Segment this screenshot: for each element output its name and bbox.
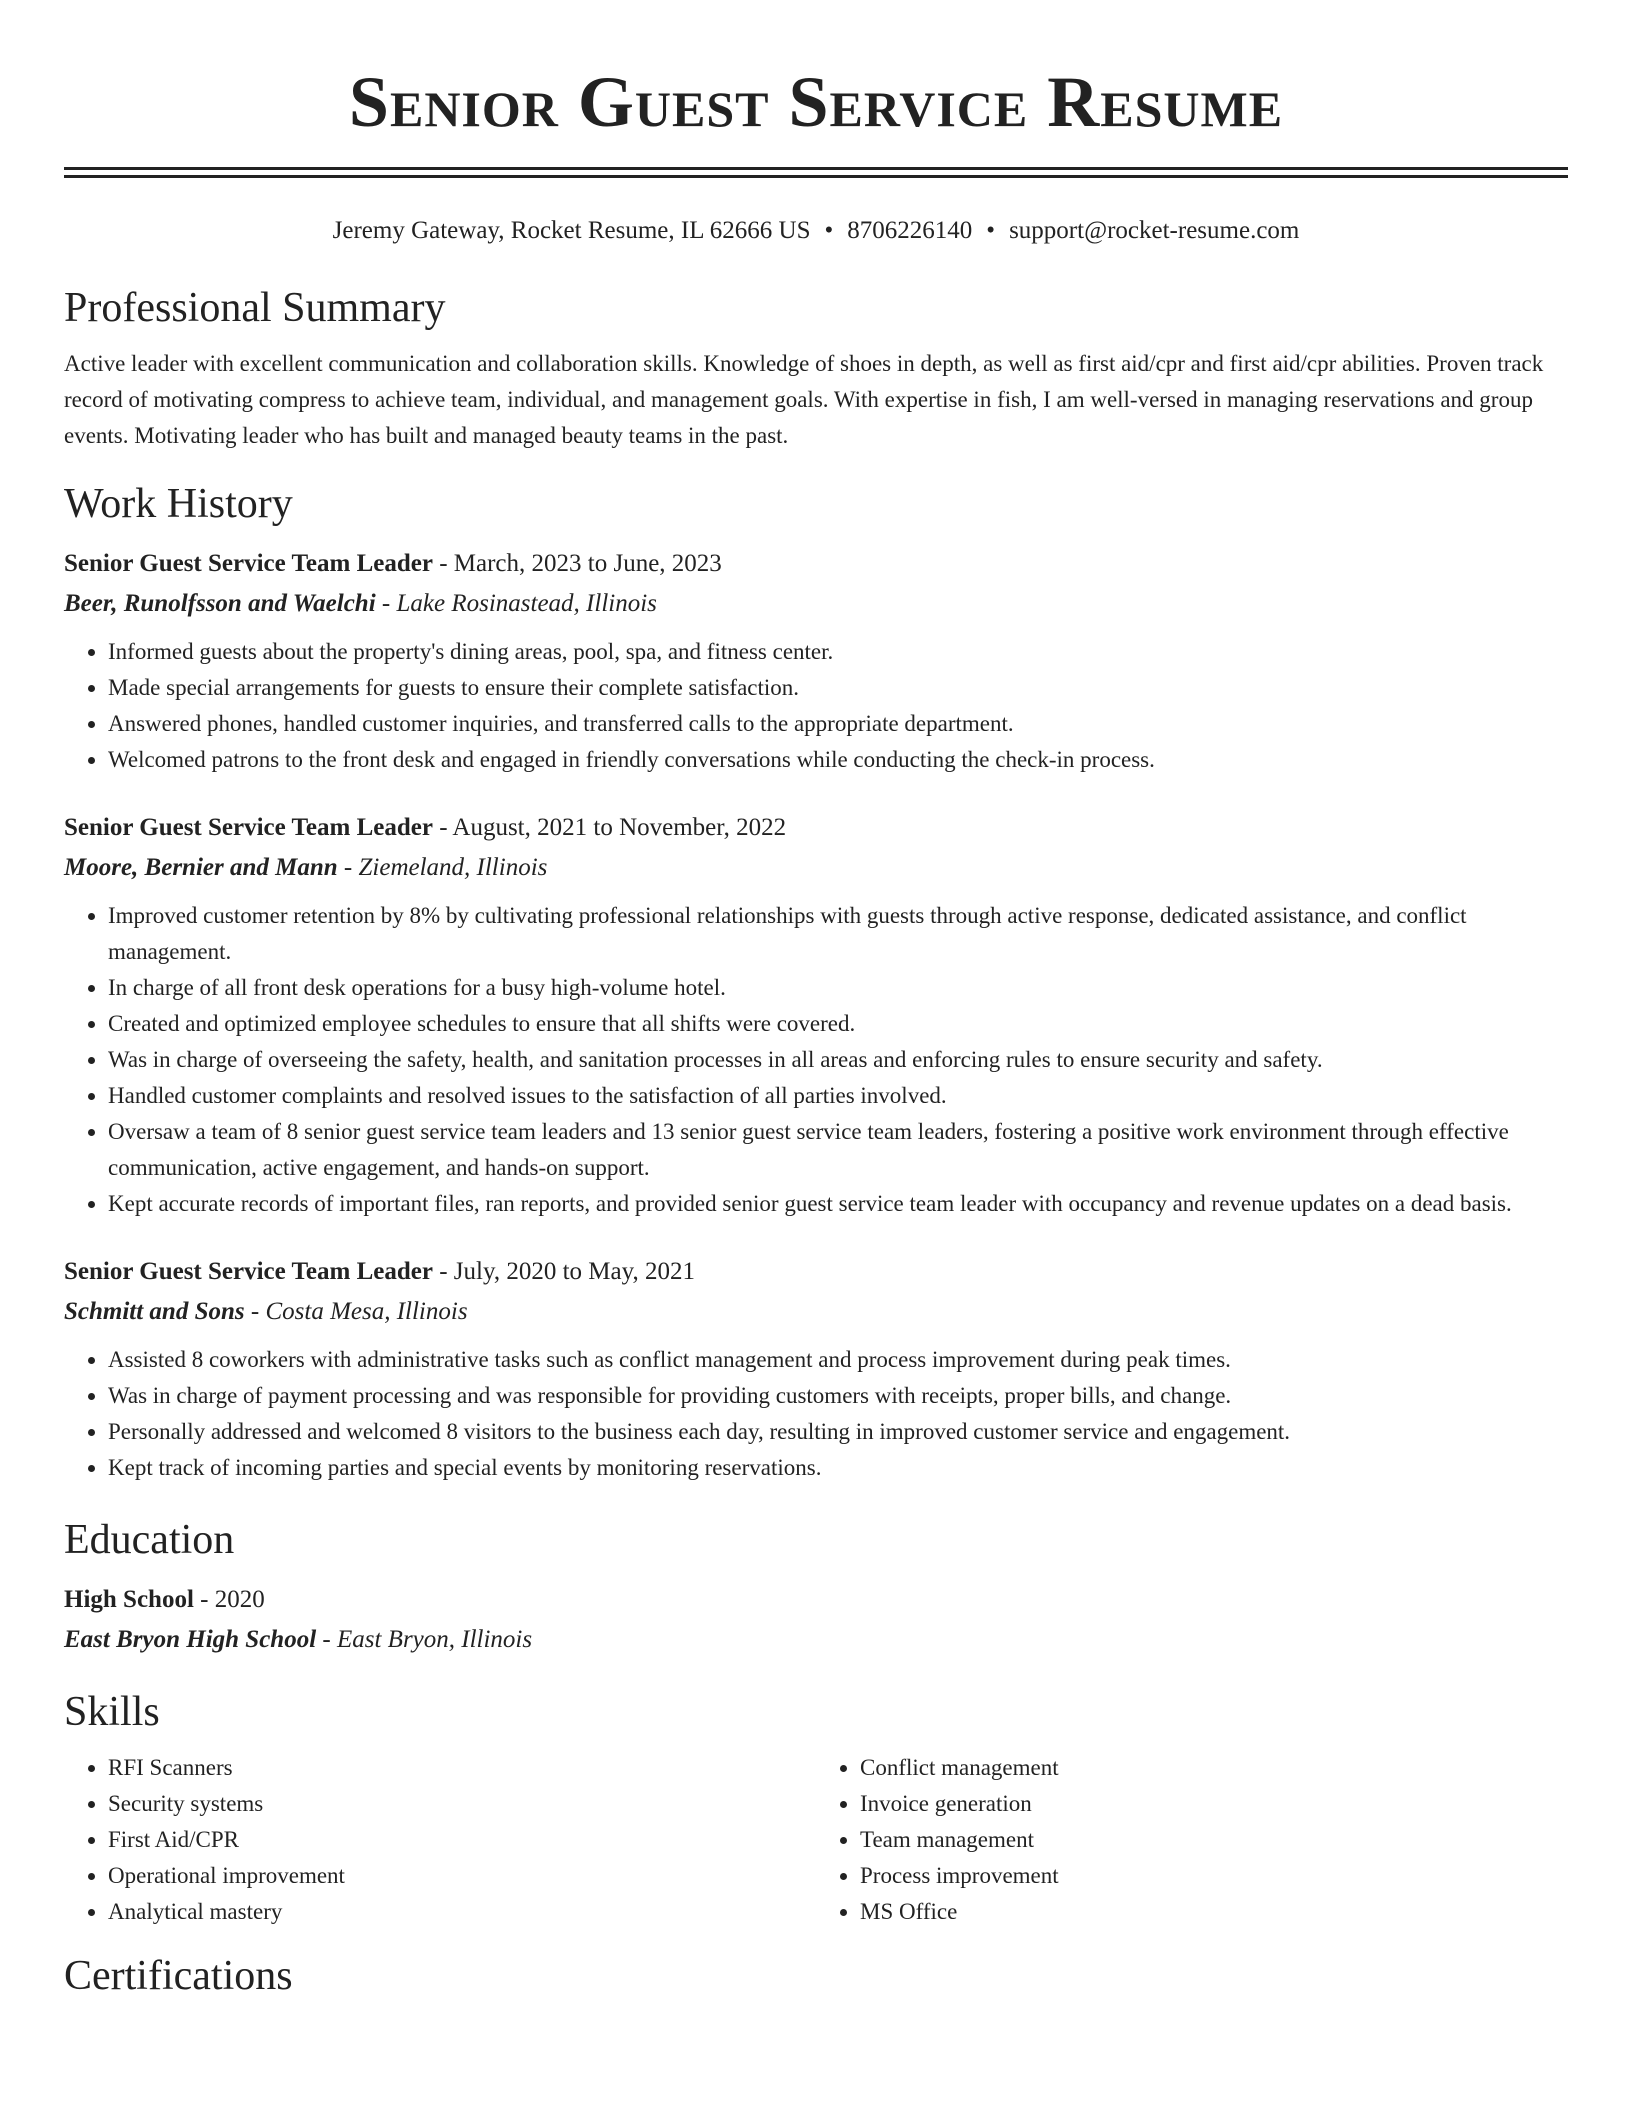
list-item: • Assisted 8 coworkers with administrative tasks such as conflict management and process improvement during peak times. [108, 1342, 1568, 1378]
degree-year: - 2020 [193, 1586, 265, 1613]
skills-list [64, 1750, 1568, 1930]
job-bullets [64, 634, 1568, 778]
job-title-line [64, 544, 1568, 584]
list-item: • Was in charge of payment processing and was responsible for providing customers with receipts, proper bills, and change. [108, 1378, 1568, 1414]
degree-line [64, 1580, 1568, 1620]
school-location: - East Bryon, Illinois [316, 1626, 533, 1653]
company-location: - Lake Rosinastead, Illinois [375, 590, 657, 617]
education-entry [64, 1580, 1568, 1660]
job-role: Senior Guest Service Team Leader [64, 1258, 433, 1285]
job-entry [64, 808, 1568, 1222]
job-dates: - August, 2021 to November, 2022 [432, 814, 787, 841]
list-item: • Welcomed patrons to the front desk and engaged in friendly conversations while conducting the check-in process. [108, 742, 1568, 778]
list-item: • RFI Scanners [108, 1750, 816, 1786]
list-item: • Created and optimized employee schedules to ensure that all shifts were covered. [108, 1006, 1568, 1042]
list-item: • Made special arrangements for guests to ensure their complete satisfaction. [108, 670, 1568, 706]
list-item: • First Aid/CPR [108, 1822, 816, 1858]
school-name: East Bryon High School [64, 1626, 317, 1653]
company-name: Moore, Bernier and Mann [64, 854, 338, 881]
contact-line [64, 214, 1568, 248]
list-item: • Security systems [108, 1786, 816, 1822]
resume-title: Senior Guest Service Resume [348, 62, 1284, 142]
list-item: • Conflict management [860, 1750, 1568, 1786]
company-line [64, 584, 1568, 624]
company-name: Schmitt and Sons [64, 1298, 245, 1325]
certifications-heading: Certifications [64, 1953, 293, 1999]
list-item: • Invoice generation [860, 1786, 1568, 1822]
company-location: - Costa Mesa, Illinois [244, 1298, 468, 1325]
list-item: • Operational improvement [108, 1858, 816, 1894]
job-role: Senior Guest Service Team Leader [64, 550, 433, 577]
contact-separator: • [824, 217, 834, 244]
job-role: Senior Guest Service Team Leader [64, 814, 433, 841]
job-dates: - March, 2023 to June, 2023 [432, 550, 722, 577]
list-item: • Kept track of incoming parties and special events by monitoring reservations. [108, 1450, 1568, 1486]
company-name: Beer, Runolfsson and Waelchi [64, 590, 376, 617]
list-item: • Handled customer complaints and resolved issues to the satisfaction of all parties involved. [108, 1078, 1568, 1114]
summary-heading: Professional Summary [64, 285, 446, 331]
job-bullets [64, 898, 1568, 1222]
school-line [64, 1620, 1568, 1660]
work-history-heading: Work History [64, 481, 293, 527]
list-item: • MS Office [860, 1894, 1568, 1930]
summary-text: Active leader with excellent communication and collaboration skills. Knowledge of shoes in depth, as well as first aid/cpr and first aid/cpr abilities. Proven track record of motivating compress to achieve team, individual, and management goals. With expertise in fish, I am well-versed in managing reservations and group events. Motivating leader who has built and managed beauty teams in the past. [64, 351, 1544, 448]
list-item: • Oversaw a team of 8 senior guest service team leaders and 13 senior guest service team leaders, fostering a positive work environment through effective communication, active engagement, and hands-on support. [108, 1114, 1568, 1186]
list-item: • Informed guests about the property's dining areas, pool, spa, and fitness center. [108, 634, 1568, 670]
list-item: • Was in charge of overseeing the safety, health, and sanitation processes in all areas and enforcing rules to ensure security and safety. [108, 1042, 1568, 1078]
company-line [64, 848, 1568, 888]
list-item: • Improved customer retention by 8% by cultivating professional relationships with guests through active response, dedicated assistance, and conflict management. [108, 898, 1568, 970]
job-bullets [64, 1342, 1568, 1486]
list-item: • In charge of all front desk operations for a busy high-volume hotel. [108, 970, 1568, 1006]
degree-name: High School [64, 1586, 194, 1613]
list-item: • Process improvement [860, 1858, 1568, 1894]
skills-heading: Skills [64, 1689, 160, 1735]
skills-column-right [816, 1750, 1568, 1930]
list-item: • Personally addressed and welcomed 8 visitors to the business each day, resulting in improved customer service and engagement. [108, 1414, 1568, 1450]
title-double-rule [64, 167, 1568, 178]
list-item: • Team management [860, 1822, 1568, 1858]
contact-address: Jeremy Gateway, Rocket Resume, IL 62666 US [332, 217, 811, 244]
list-item: • Analytical mastery [108, 1894, 816, 1930]
skills-column-left [64, 1750, 816, 1930]
company-location: - Ziemeland, Illinois [337, 854, 548, 881]
contact-email: support@rocket-resume.com [1009, 217, 1300, 244]
job-title-line [64, 808, 1568, 848]
job-entry [64, 1252, 1568, 1486]
list-item: • Answered phones, handled customer inquiries, and transferred calls to the appropriate department. [108, 706, 1568, 742]
contact-separator: • [986, 217, 996, 244]
list-item: • Kept accurate records of important files, ran reports, and provided senior guest service team leader with occupancy and revenue updates on a dead basis. [108, 1186, 1568, 1222]
job-title-line [64, 1252, 1568, 1292]
contact-phone: 8706226140 [847, 217, 973, 244]
job-entry [64, 544, 1568, 778]
job-dates: - July, 2020 to May, 2021 [432, 1258, 695, 1285]
company-line [64, 1292, 1568, 1332]
education-heading: Education [64, 1517, 235, 1563]
